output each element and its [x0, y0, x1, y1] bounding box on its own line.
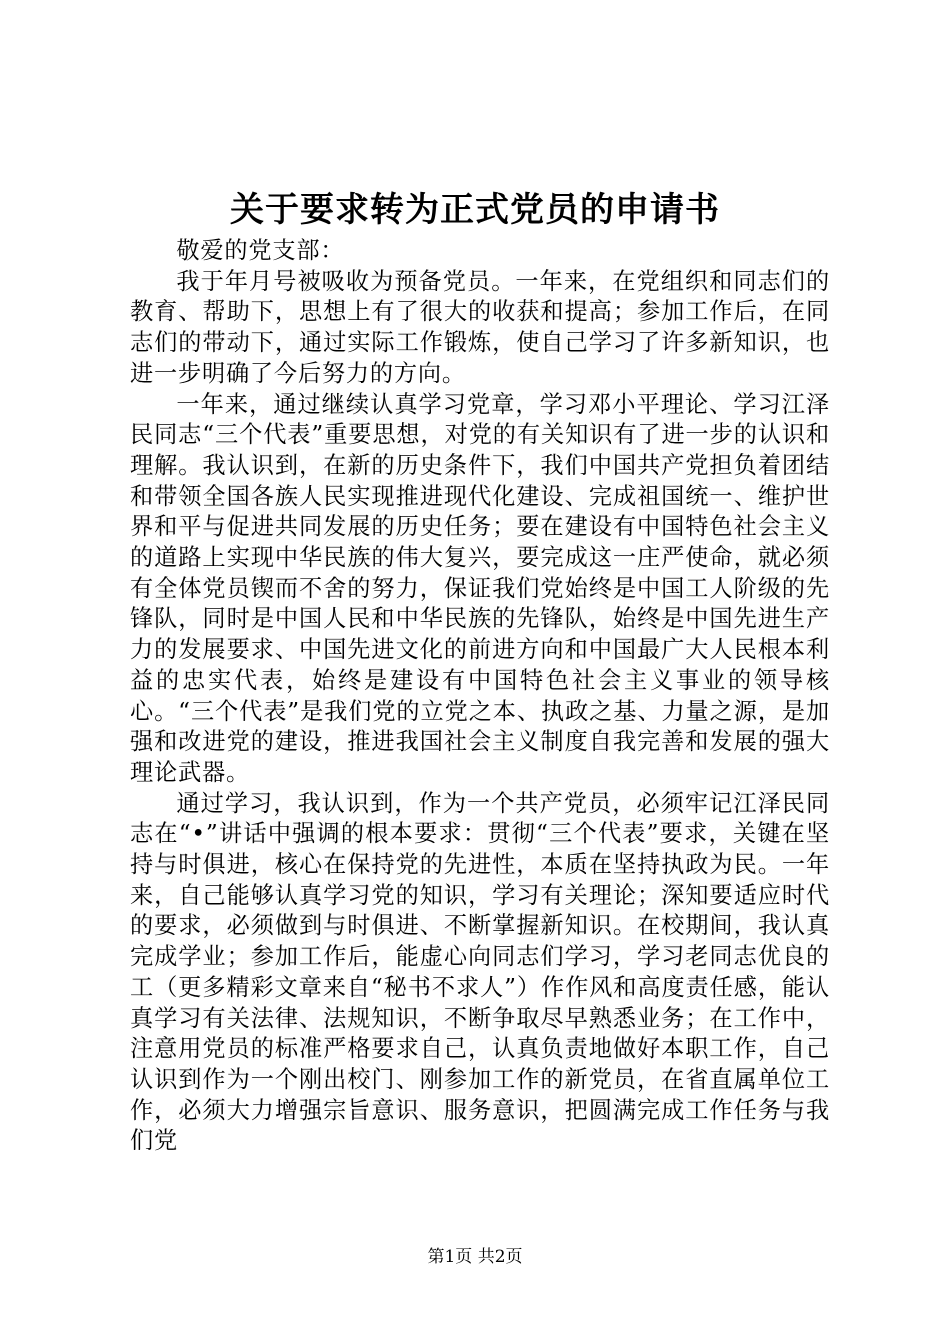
- page-number-footer: 第1页 共2页: [427, 1247, 523, 1267]
- document-body: [130, 236, 830, 1157]
- paragraph-2: 一年来，通过继续认真学习党章，学习邓小平理论、学习江泽民同志“三个代表”重要思想，对党的有关知识有了进一步的认识和理解。我认识到，在新的历史条件下，我们中国共产党担负着团结和带领全国各族人民实现推进现代化建设、完成祖国统一、维护世界和平与促进共同发展的历史任务；要在建设有中国特色社会主义的道路上实现中华民族的伟大复兴，要完成这一庄严使命，就必须有全体党员锲而不舍的努力，保证我们党始终是中国工人阶级的先锋队，同时是中国人民和中华民族的先锋队，始终是中国先进生产力的发展要求、中国先进文化的前进方向和中国最广大人民根本利益的忠实代表，始终是建设有中国特色社会主义事业的领导核心。“三个代表”是我们党的立党之本、执政之基、力量之源，是加强和改进党的建设，推进我国社会主义制度自我完善和发展的强大理论武器。: [130, 390, 830, 786]
- document-title: 关于要求转为正式党员的申请书: [230, 190, 720, 230]
- paragraph-1: 我于年月号被吸收为预备党员。一年来，在党组织和同志们的教育、帮助下，思想上有了很大的收获和提高；参加工作后，在同志们的带动下，通过实际工作锻炼，使自己学习了许多新知识，也进一步明确了今后努力的方向。: [130, 267, 830, 387]
- salutation: 敬爱的党支部：: [176, 237, 345, 264]
- paragraph-3: 通过学习，我认识到，作为一个共产党员，必须牢记江泽民同志在“•”讲话中强调的根本要求：贯彻“三个代表”要求，关键在坚持与时俱进，核心在保持党的先进性，本质在坚持执政为民。一年来，自己能够认真学习党的知识，学习有关理论；深知要适应时代的要求，必须做到与时俱进、不断掌握新知识。在校期间，我认真完成学业；参加工作后，能虚心向同志们学习，学习老同志优良的工（更多精彩文章来自“秘书不求人”）作作风和高度责任感，能认真学习有关法律、法规知识，不断争取尽早熟悉业务；在工作中，注意用党员的标准严格要求自己，认真负责地做好本职工作，自己认识到作为一个刚出校门、刚参加工作的新党员，在省直属单位工作，必须大力增强宗旨意识、服务意识，把圆满完成工作任务与我们党: [130, 789, 830, 1155]
